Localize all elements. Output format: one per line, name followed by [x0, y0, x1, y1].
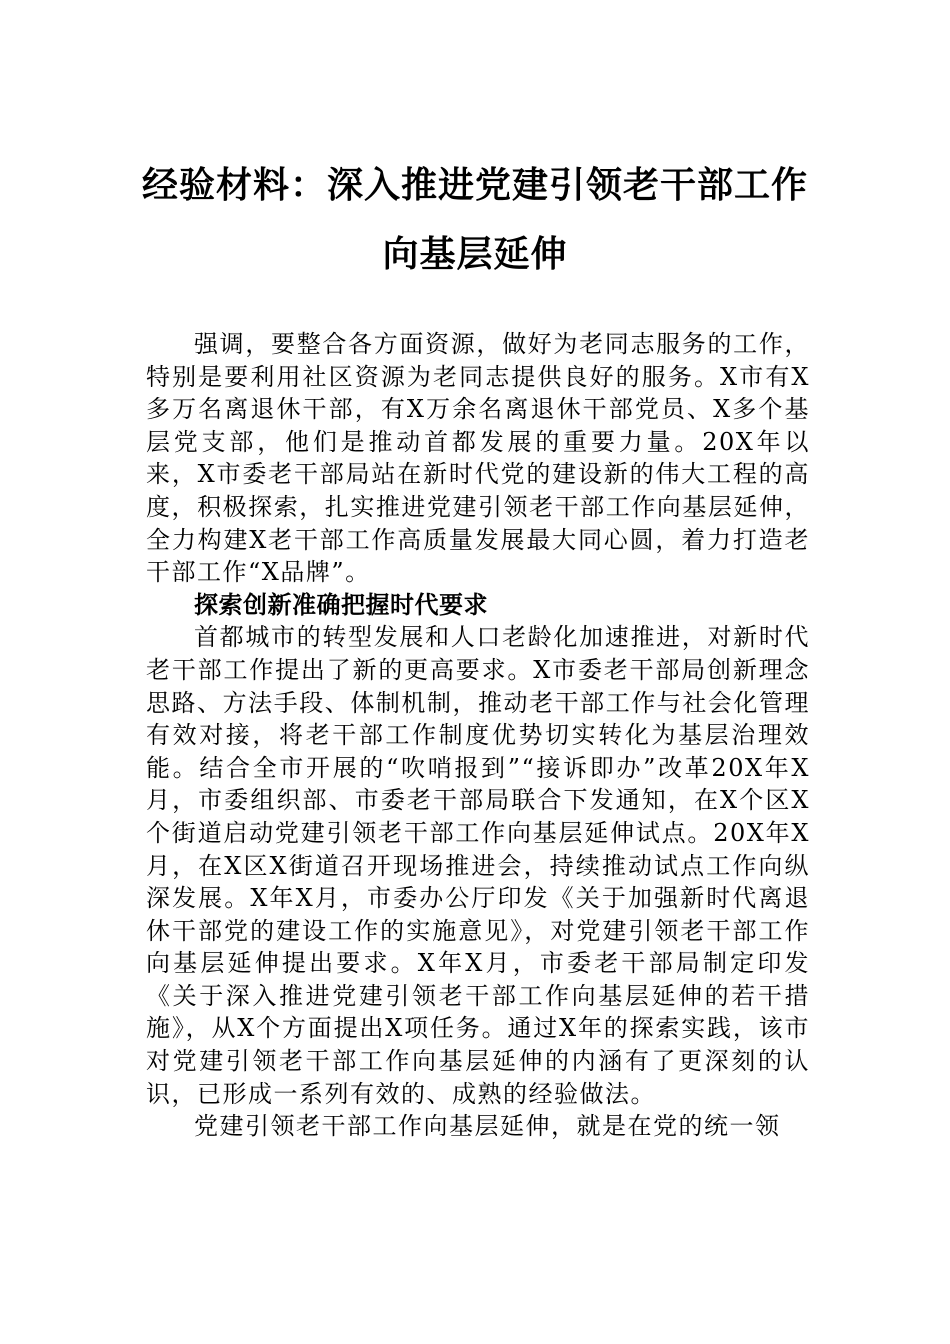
body-paragraph: 党建引领老干部工作向基层延伸，就是在党的统一领	[194, 1112, 781, 1141]
document-body	[146, 328, 810, 1143]
body-paragraph: 强调，要整合各方面资源，做好为老同志服务的工作，特别是要利用社区资源为老同志提供良好的服务。X市有X多万名离退休干部，有X万余名离退休干部党员、X多个基层党支部，他们是推动首都发展的重要力量。20X年以来，X市委老干部局站在新时代党的建设新的伟大工程的高度，积极探索，扎实推进党建引领老干部工作向基层延伸，全力构建X老干部工作高质量发展最大同心圆，着力打造老干部工作“X品牌”。	[146, 330, 810, 587]
document-title-line-2: 向基层延伸	[382, 233, 568, 275]
body-paragraph: 首都城市的转型发展和人口老龄化加速推进，对新时代老干部工作提出了新的更高要求。X市委老干部局创新理念思路、方法手段、体制机制，推动老干部工作与社会化管理有效对接，将老干部工作制度优势切实转化为基层治理效能。结合全市开展的“吹哨报到”“接诉即办”改革20X年X月，市委组织部、市委老干部局联合下发通知，在X个区X个街道启动党建引领老干部工作向基层延伸试点。20X年X月，在X区X街道召开现场推进会，持续推动试点工作向纵深发展。X年X月，市委办公厅印发《关于加强新时代离退休干部党的建设工作的实施意见》，对党建引领老干部工作向基层延伸提出要求。X年X月，市委老干部局制定印发《关于深入推进党建引领老干部工作向基层延伸的若干措施》，从X个方面提出X项任务。通过X年的探索实践，该市对党建引领老干部工作向基层延伸的内涵有了更深刻的认识，已形成一系列有效的、成熟的经验做法。	[146, 623, 810, 1108]
document-title-line-1: 经验材料：深入推进党建引领老干部工作	[141, 164, 808, 206]
section-heading: 探索创新准确把握时代要求	[194, 590, 488, 619]
